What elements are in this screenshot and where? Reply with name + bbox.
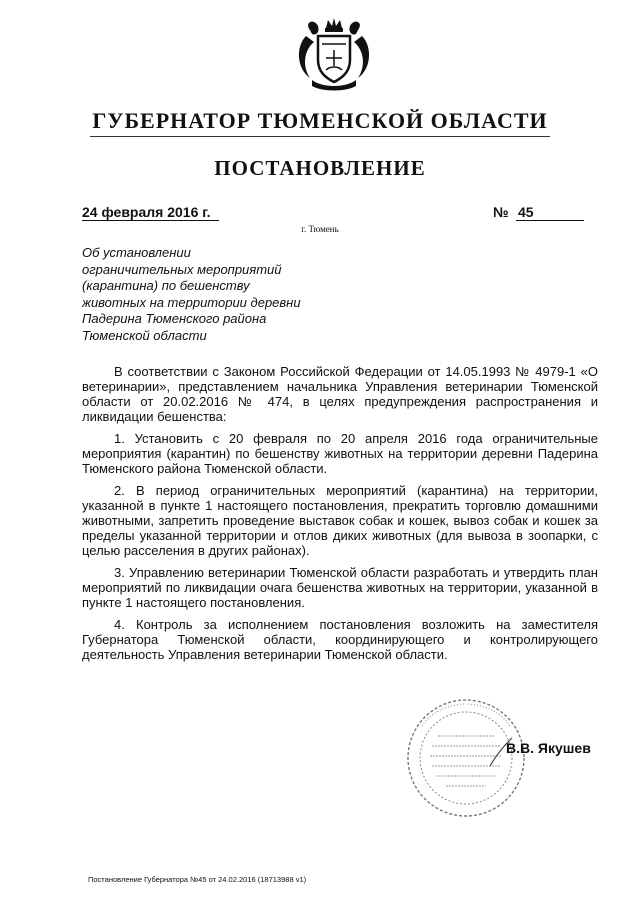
issuing-authority: ГУБЕРНАТОР ТЮМЕНСКОЙ ОБЛАСТИ <box>92 108 548 133</box>
document-footer: Постановление Губернатора №45 от 24.02.2016 (18713988 v1) <box>88 875 307 884</box>
subject-line: ограничительных мероприятий <box>82 261 282 277</box>
document-date: 24 февраля 2016 г. <box>82 204 219 221</box>
document-number-label: № <box>493 204 509 220</box>
document-number: 45 <box>516 204 584 221</box>
clause-1-paragraph: 1. Установить с 20 февраля по 20 апреля 2016 года ограничительные мероприятия (карантин) по бешенству животных на территории деревни Падерина Тюменского района Тюменской области. <box>82 431 598 476</box>
subject-line: Об установлении <box>82 245 191 260</box>
document-city: г. Тюмень <box>301 224 339 234</box>
signer-name: В.В. Якушев <box>506 740 591 756</box>
subject-line: Падерина Тюменского района <box>82 311 267 326</box>
subject-line: (карантина) по бешенству <box>82 278 250 293</box>
clause-4-paragraph: 4. Контроль за исполнением постановления возложить на заместителя Губернатора Тюменской области, координирующего и контролирующего деятельность Управления ветеринарии Тюменской области. <box>82 617 598 662</box>
preamble-paragraph: В соответствии с Законом Российской Федерации от 14.05.1993 № 4979-1 «О ветеринарии», представлением начальника Управления ветеринарии Тюменской области от 20.02.2016 № 474, в целях предупреждения распространения и ликвидации бешенства: <box>82 364 598 424</box>
official-seal-stamp-icon <box>402 696 530 820</box>
document-body <box>82 364 598 669</box>
subject-line: Тюменской области <box>82 327 207 343</box>
clause-2-paragraph: 2. В период ограничительных мероприятий (карантина) на территории, указанной в пункте 1 настоящего постановления, прекратить торговлю домашними животными, запретить проведение выставок собак и кошек, вывоз собак и кошек за пределы указанной территории и отлов диких животных (для вывоза в зоопарки, с целью расселения в других районах). <box>82 483 598 558</box>
subject-line: животных на территории деревни <box>82 294 301 310</box>
document-subject <box>82 245 342 344</box>
clause-3-paragraph: 3. Управлению ветеринарии Тюменской области разработать и утвердить план мероприятий по ликвидации очага бешенства животных на территории, указанной в пункте 1 настоящего постановления. <box>82 565 598 610</box>
coat-of-arms-icon <box>292 16 376 94</box>
header-divider <box>90 136 550 137</box>
document-type: ПОСТАНОВЛЕНИЕ <box>214 156 426 180</box>
